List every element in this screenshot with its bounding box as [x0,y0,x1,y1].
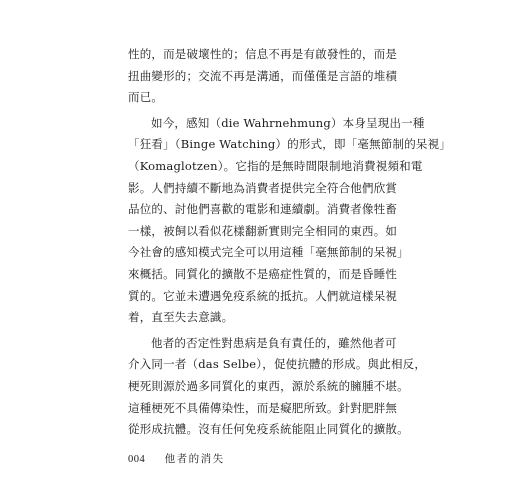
text-line: 質的。它並未遭遇免疫系統的抵抗。人們就這樣呆視 [128,288,398,303]
text-line: 這種梗死不具備傳染性，而是癡肥所致。針對肥胖無 [128,400,398,415]
body-text [128,44,451,441]
text-line: 影。人們持續不斷地為消費者提供完全符合他們欣賞 [128,180,398,195]
text-line: 性的，而是破壞性的；信息不再是有啟發性的，而是 [128,47,398,61]
page-number: 004 [128,454,146,465]
running-title: 他者的消失 [164,453,225,465]
text-line: 一樣，被飼以看似花樣翻新實則完全相同的東西。如 [128,223,398,238]
text-line: 今社會的感知模式完全可以用這種「毫無節制的呆視」 [128,245,409,260]
paragraph [128,333,427,441]
text-line: 「狂看」（Binge Watching）的形式，即「毫無節制的呆視」 [128,137,451,152]
text-line: 而已。 [128,90,164,105]
text-line: 來概括。同質化的擴散不是癌症性質的，而是昏睡性 [128,266,398,281]
text-line: 他者的否定性對患病是負有責任的，雖然他者可 [151,335,397,350]
text-line: 扭曲變形的；交流不再是溝通，而僅僅是言語的堆積 [128,68,398,83]
paragraph [128,44,398,109]
page-footer [128,452,225,467]
paragraph [128,113,451,329]
text-line: 梗死則源於過多同質化的東西，源於系統的臃腫不堪。 [128,378,409,393]
text-line: 着，直至失去意識。 [128,310,234,325]
text-line: 介入同一者（das Selbe），促使抗體的形成。與此相反， [128,357,427,372]
text-line: （Komaglotzen）。它指的是無時間限制地消費視頻和電 [128,158,423,173]
text-line: 如今，感知（die Wahrnehmung）本身呈現出一種 [151,115,425,130]
text-line: 品位的、討他們喜歡的電影和連續劇。消費者像牲畜 [128,202,398,217]
text-line: 從形成抗體。沒有任何免疫系統能阻止同質化的擴散。 [128,422,409,437]
